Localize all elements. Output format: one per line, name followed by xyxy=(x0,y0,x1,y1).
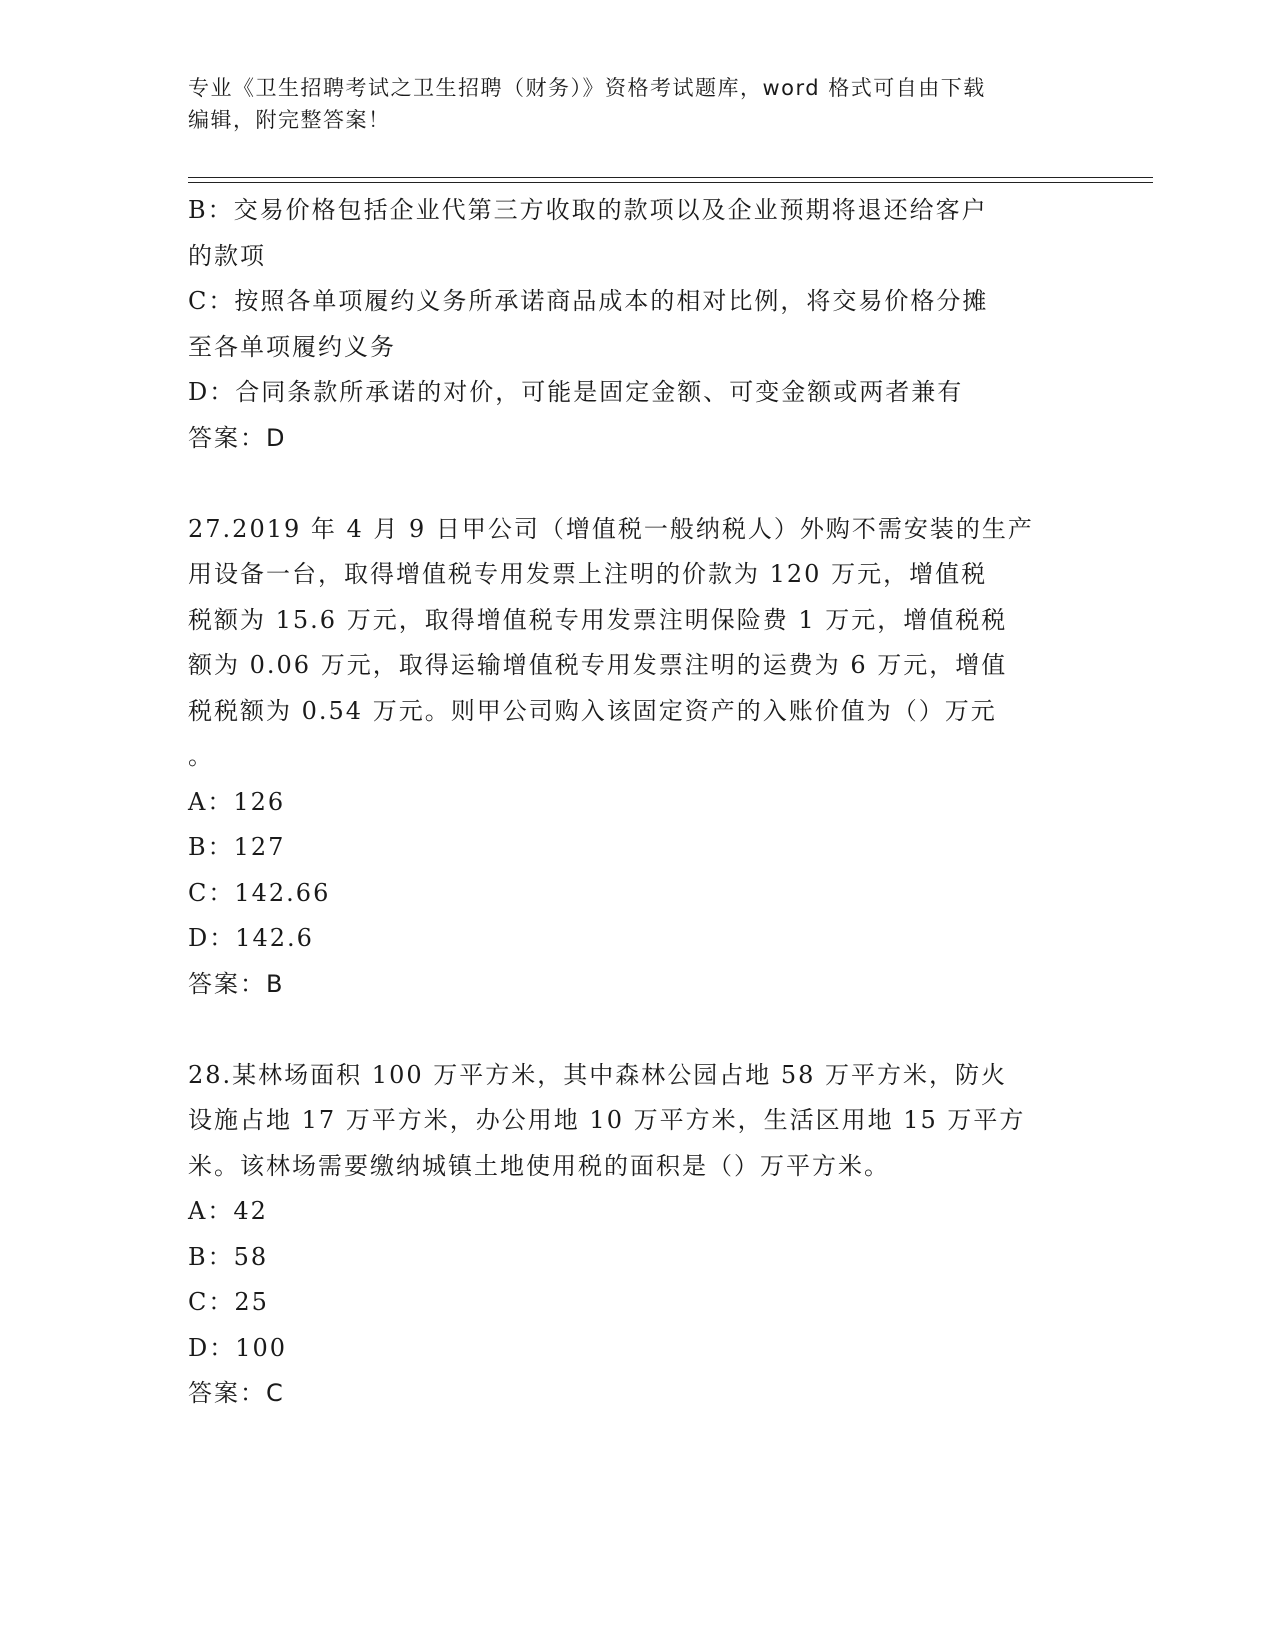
option-d: D：142.6 xyxy=(188,924,314,952)
option-c-line-2: 至各单项履约义务 xyxy=(188,332,396,361)
option-b: B：127 xyxy=(188,833,286,861)
answer: 答案：D xyxy=(188,423,287,452)
prev-question xyxy=(188,188,1088,461)
question-stem-line-5: 税税额为 0.54 万元。则甲公司购入该固定资产的入账价值为（）万元 xyxy=(188,696,997,725)
option-a: A：42 xyxy=(188,1197,268,1225)
document-body xyxy=(188,188,1088,1417)
question-27 xyxy=(188,507,1088,1008)
question-stem-line-2: 设施占地 17 万平方米，办公用地 10 万平方米，生活区用地 15 万平方 xyxy=(188,1106,1026,1134)
header-line-1: 专业《卫生招聘考试之卫生招聘（财务）》资格考试题库，word 格式可自由下载 xyxy=(188,76,986,100)
option-c-line-1: C：按照各单项履约义务所承诺商品成本的相对比例，将交易价格分摊 xyxy=(188,287,989,315)
option-a: A：126 xyxy=(188,787,286,816)
question-stem-line-3: 米。该林场需要缴纳城镇土地使用税的面积是（）万平方米。 xyxy=(188,1151,890,1180)
option-b: B：58 xyxy=(188,1242,269,1271)
question-stem-line-1: 27.2019 年 4 月 9 日甲公司（增值税一般纳税人）外购不需安装的生产 xyxy=(188,514,1034,543)
question-stem-line-6: 。 xyxy=(188,742,214,770)
header-divider-bottom xyxy=(188,182,1153,183)
option-d: D：100 xyxy=(188,1333,288,1362)
spacer xyxy=(188,461,1088,507)
header-divider-top xyxy=(188,177,1153,178)
option-b-line-2: 的款项 xyxy=(188,241,266,270)
question-stem-line-1: 28.某林场面积 100 万平方米，其中森林公园占地 58 万平方米，防火 xyxy=(188,1060,1008,1089)
question-stem-line-4: 额为 0.06 万元，取得运输增值税专用发票注明的运费为 6 万元，增值 xyxy=(188,651,1008,679)
question-28 xyxy=(188,1053,1088,1417)
option-d: D：合同条款所承诺的对价，可能是固定金额、可变金额或两者兼有 xyxy=(188,378,964,406)
question-stem-line-3: 税额为 15.6 万元，取得增值税专用发票注明保险费 1 万元，增值税税 xyxy=(188,605,1008,634)
answer: 答案：C xyxy=(188,1379,285,1407)
spacer xyxy=(188,1007,1088,1053)
option-c: C：142.66 xyxy=(188,878,331,907)
answer: 答案：B xyxy=(188,969,285,998)
question-stem-line-2: 用设备一台，取得增值税专用发票上注明的价款为 120 万元，增值税 xyxy=(188,560,988,588)
document-header xyxy=(188,72,1088,136)
option-c: C：25 xyxy=(188,1288,269,1316)
option-b-line-1: B：交易价格包括企业代第三方收取的款项以及企业预期将退还给客户 xyxy=(188,196,988,224)
header-line-2: 编辑，附完整答案！ xyxy=(188,108,391,132)
